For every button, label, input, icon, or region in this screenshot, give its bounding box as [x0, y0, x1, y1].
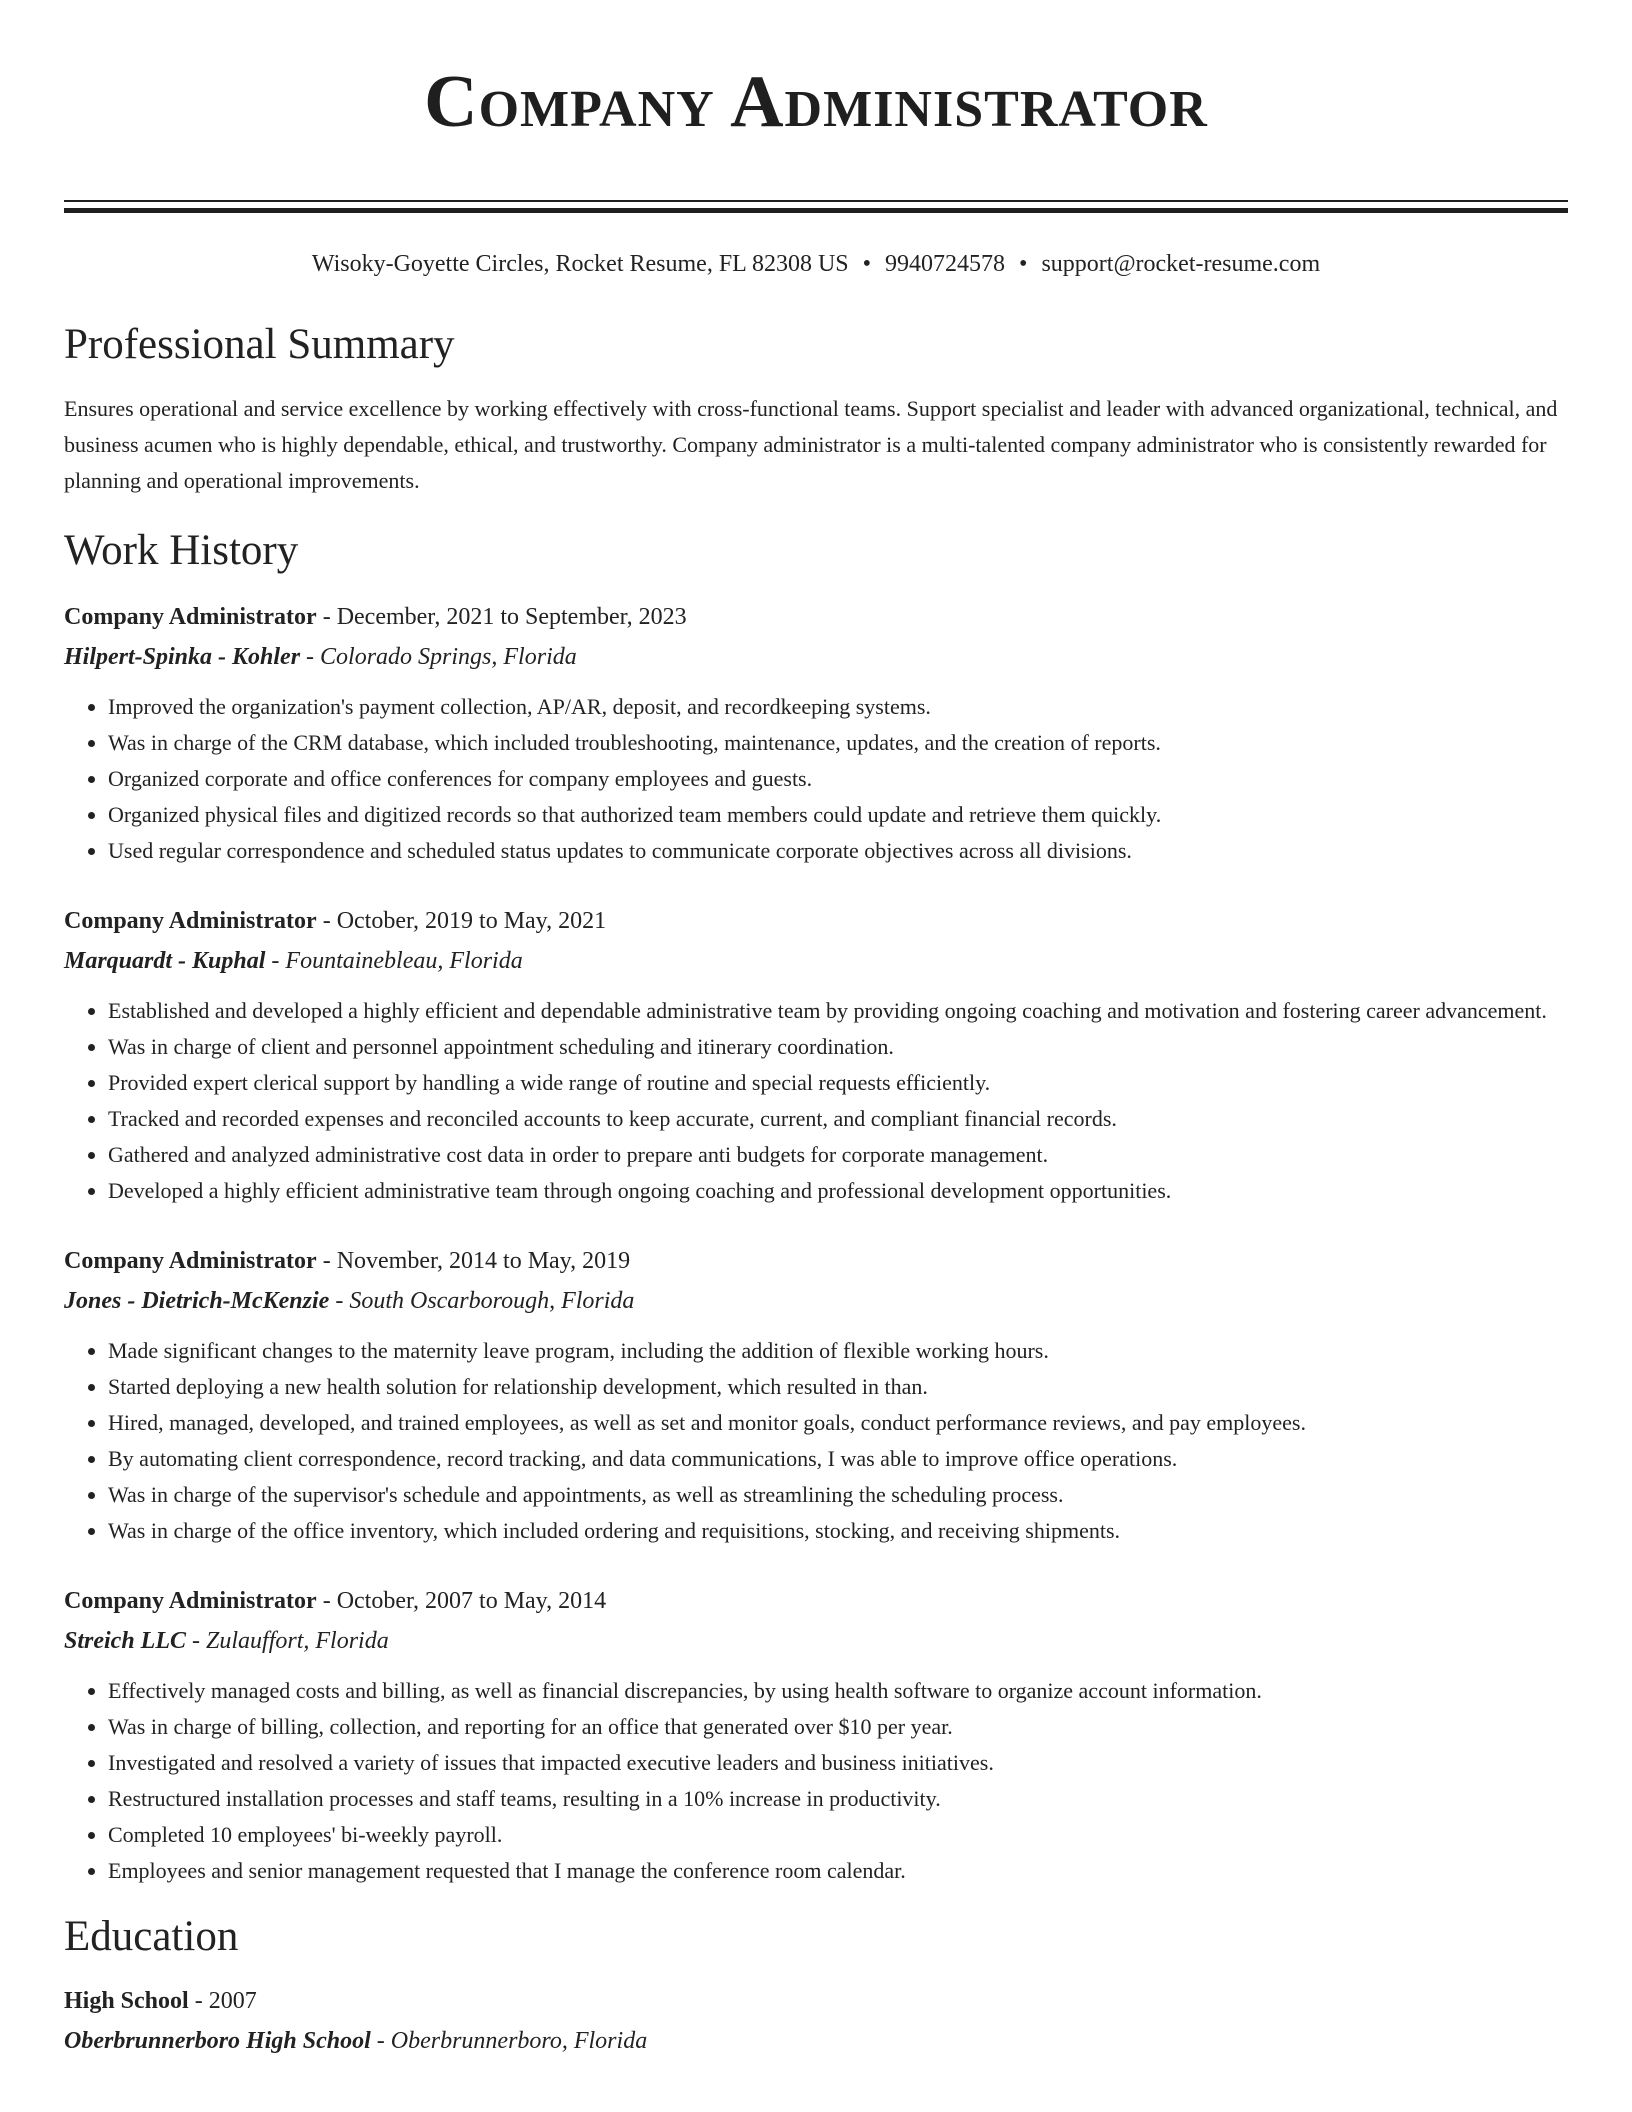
job-location: Colorado Springs, Florida: [320, 644, 577, 670]
job-title-line: Company Administrator - October, 2007 to May, 2014: [64, 1588, 607, 1614]
job-company: Marquardt - Kuphal: [64, 948, 266, 974]
job-bullet: • Used regular correspondence and scheduled status updates to communicate corporate objectives across all divisions.: [108, 833, 1568, 869]
job-title: Company Administrator: [64, 1248, 317, 1274]
job-bullet: • Hired, managed, developed, and trained employees, as well as set and monitor goals, conduct performance reviews, and pay employees.: [108, 1405, 1568, 1441]
job-title-line: Company Administrator - December, 2021 to September, 2023: [64, 604, 687, 630]
job-title-line: Company Administrator - November, 2014 to May, 2019: [64, 1248, 631, 1274]
job-bullet: • Tracked and recorded expenses and reconciled accounts to keep accurate, current, and compliant financial records.: [108, 1101, 1568, 1137]
job-bullet: • Completed 10 employees' bi-weekly payroll.: [108, 1817, 1568, 1853]
job-bullet: • Restructured installation processes and staff teams, resulting in a 10% increase in productivity.: [108, 1781, 1568, 1817]
education-school: Oberbrunnerboro High School: [64, 2028, 371, 2054]
job-company: Jones - Dietrich-McKenzie: [64, 1288, 330, 1314]
contact-separator: •: [862, 251, 872, 277]
job-company-line: Hilpert-Spinka - Kohler - Colorado Springs, Florida: [64, 644, 577, 670]
job-location: South Oscarborough, Florida: [349, 1288, 635, 1314]
contact-phone: 9940724578: [885, 251, 1006, 277]
job-entry: [64, 1581, 1568, 1889]
job-bullet: • Made significant changes to the maternity leave program, including the addition of flexible working hours.: [108, 1333, 1568, 1369]
job-entry: [64, 597, 1568, 869]
job-title-line: Company Administrator - October, 2019 to May, 2021: [64, 908, 607, 934]
job-bullet: • Organized physical files and digitized records so that authorized team members could update and retrieve them quickly.: [108, 797, 1568, 833]
job-entry: [64, 1241, 1568, 1549]
job-bullet: • Established and developed a highly efficient and dependable administrative team by providing ongoing coaching and motivation and fostering career advancement.: [108, 993, 1568, 1029]
job-location: Zulauffort, Florida: [206, 1628, 389, 1654]
title-divider-thin: [64, 200, 1568, 202]
education-location: Oberbrunnerboro, Florida: [390, 2028, 648, 2054]
job-bullet: • Employees and senior management requested that I manage the conference room calendar.: [108, 1853, 1568, 1889]
job-bullet: • Was in charge of the office inventory, which included ordering and requisitions, stocking, and receiving shipments.: [108, 1513, 1568, 1549]
job-title: Company Administrator: [64, 908, 317, 934]
contact-line: [64, 249, 1568, 279]
contact-address: Wisoky-Goyette Circles, Rocket Resume, FL 82308 US: [311, 251, 849, 277]
education-entry: [64, 1981, 1568, 2061]
job-dates: October, 2007 to May, 2014: [336, 1588, 607, 1614]
job-company: Streich LLC: [64, 1628, 187, 1654]
job-company-line: Marquardt - Kuphal - Fountainebleau, Florida: [64, 948, 523, 974]
job-bullet: • Improved the organization's payment collection, AP/AR, deposit, and recordkeeping systems.: [108, 689, 1568, 725]
job-entry: [64, 901, 1568, 1209]
job-bullet: • Was in charge of client and personnel appointment scheduling and itinerary coordination.: [108, 1029, 1568, 1065]
page-title: Company Administrator: [424, 61, 1208, 143]
education-degree: High School: [64, 1988, 189, 2014]
job-location: Fountainebleau, Florida: [285, 948, 523, 974]
job-bullet: • Was in charge of billing, collection, and reporting for an office that generated over $10 per year.: [108, 1709, 1568, 1745]
work-history-heading: Work History: [64, 527, 299, 574]
summary-text: Ensures operational and service excellence by working effectively with cross-functional teams. Support specialist and leader with advanced organizational, technical, and business acumen who is highly dependable, ethical, and trustworthy. Company administrator is a multi-talented company administrator who is consistently rewarded for planning and operational improvements.: [64, 396, 1558, 493]
job-dates: October, 2019 to May, 2021: [336, 908, 607, 934]
job-bullet: • Organized corporate and office conferences for company employees and guests.: [108, 761, 1568, 797]
job-dates: November, 2014 to May, 2019: [336, 1248, 631, 1274]
job-dates: December, 2021 to September, 2023: [336, 604, 687, 630]
summary-heading: Professional Summary: [64, 321, 455, 368]
job-company: Hilpert-Spinka - Kohler: [64, 644, 301, 670]
job-bullet: • Investigated and resolved a variety of issues that impacted executive leaders and business initiatives.: [108, 1745, 1568, 1781]
education-year: 2007: [208, 1988, 257, 2014]
job-title: Company Administrator: [64, 604, 317, 630]
contact-email: support@rocket-resume.com: [1041, 251, 1321, 277]
job-bullets: [64, 689, 1568, 869]
job-bullet: • By automating client correspondence, record tracking, and data communications, I was able to improve office operations.: [108, 1441, 1568, 1477]
job-bullet: • Was in charge of the supervisor's schedule and appointments, as well as streamlining the scheduling process.: [108, 1477, 1568, 1513]
job-bullets: [64, 1333, 1568, 1549]
job-bullet: • Was in charge of the CRM database, which included troubleshooting, maintenance, updates, and the creation of reports.: [108, 725, 1568, 761]
education-degree-line: High School - 2007: [64, 1988, 257, 2014]
job-company-line: Streich LLC - Zulauffort, Florida: [64, 1628, 389, 1654]
job-bullets: [64, 1673, 1568, 1889]
job-bullets: [64, 993, 1568, 1209]
job-bullet: • Gathered and analyzed administrative cost data in order to prepare anti budgets for corporate management.: [108, 1137, 1568, 1173]
education-heading: Education: [64, 1913, 239, 1960]
job-bullet: • Provided expert clerical support by handling a wide range of routine and special requests efficiently.: [108, 1065, 1568, 1101]
job-title: Company Administrator: [64, 1588, 317, 1614]
contact-separator: •: [1019, 251, 1028, 277]
job-bullet: • Started deploying a new health solution for relationship development, which resulted in than.: [108, 1369, 1568, 1405]
job-bullet: • Developed a highly efficient administrative team through ongoing coaching and professional development opportunities.: [108, 1173, 1568, 1209]
job-bullet: • Effectively managed costs and billing, as well as financial discrepancies, by using health software to organize account information.: [108, 1673, 1568, 1709]
job-company-line: Jones - Dietrich-McKenzie - South Oscarborough, Florida: [64, 1288, 635, 1314]
education-school-line: Oberbrunnerboro High School - Oberbrunnerboro, Florida: [64, 2028, 648, 2054]
title-divider-thick: [64, 208, 1568, 213]
